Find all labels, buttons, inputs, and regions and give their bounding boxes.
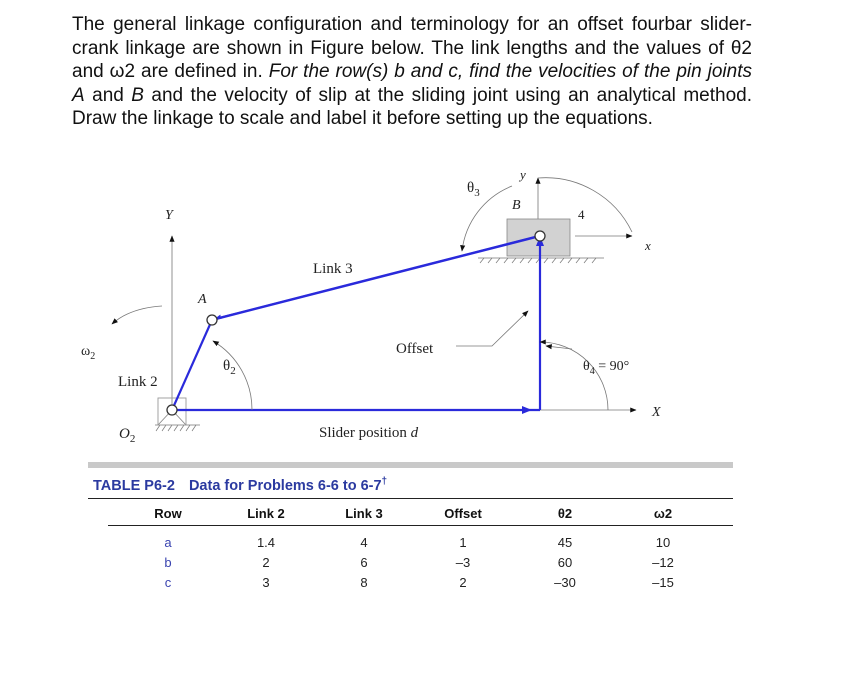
table-row-label: c [164,575,172,590]
label-link2: Link 2 [118,374,158,390]
label-Y: Y [165,208,173,223]
pin-a [207,315,217,325]
table-title: Data for Problems 6-6 to 6-7 [188,477,382,494]
table-header-cell: Offset [444,506,482,521]
table-cell: –3 [455,555,471,570]
table-header-cell: Row [154,506,182,521]
table-cell: 2 [459,575,467,590]
table-cell: 3 [262,575,270,590]
table-header-cell: Link 2 [247,506,285,521]
label-X: X [652,405,661,420]
link-3 [212,236,540,320]
label-theta3: $\theta_3$ [467,180,480,199]
label-y-small: y [520,167,526,182]
pin-o2 [167,405,177,415]
problem-text-italic: For the row(s) b and c, find the velocities of the pin joints [268,61,753,83]
table-rule-mid [108,525,733,526]
label-link3: Link 3 [313,261,353,277]
problem-text-B: B [131,84,144,106]
table-row-label: a [164,535,172,550]
label-omega2: $\omega_2$ [81,344,96,362]
link-2 [172,320,212,410]
table-cell: 4 [360,535,368,550]
table-cell: –15 [652,575,674,590]
table-cell: 1.4 [256,535,276,550]
offset-leader [456,311,528,346]
table-cell: 2 [262,555,270,570]
table-header-cell: ω2 [653,506,673,521]
label-theta2: $\theta_2$ [223,358,236,377]
table-header-cell: θ2 [557,506,573,521]
table-cell: –12 [652,555,674,570]
omega2-arc [112,306,162,324]
table-header-cell: Link 3 [345,506,383,521]
problem-text-1: The general linkage configuration and terminology for an offset fourbar slider-crank linkage are shown in Figure below. The link lengths and the values of θ2 and ω2 are defined in. [72,14,752,83]
pin-b [535,231,545,241]
table-cell: 8 [360,575,368,590]
label-4: 4 [578,207,585,222]
label-slider-position: Slider position d [319,425,419,441]
table-rule-top [88,498,733,499]
table-title-mark: † [381,476,388,487]
table-cell: 6 [360,555,368,570]
table-caption [93,476,387,494]
table-number: TABLE P6-2 [93,477,175,494]
table-cell: 1 [459,535,467,550]
label-B: B [512,198,521,213]
label-A: A [198,292,207,307]
label-x-small: x [645,238,651,253]
table-cell: –30 [554,575,576,590]
problem-text-rest: and the velocity of slip at the sliding joint using an analytical method. Draw the linkage to scale and label it before setting up the equations. [72,84,752,130]
problem-text-A: A [72,84,85,106]
theta4-arc [540,342,608,410]
label-theta4: $\theta_4 = 90^\circ$ [583,359,630,377]
table-top-bar [88,462,733,468]
table-cell: 60 [557,555,573,570]
problem-text-and: and [84,84,132,106]
ground-hatch-o2 [155,425,200,431]
table-cell: 10 [655,535,671,550]
link-3-edge [216,236,536,318]
label-O2: $O_2$ [119,426,136,445]
label-offset: Offset [396,341,434,357]
table-row-label: b [164,555,172,570]
table-cell: 45 [557,535,573,550]
